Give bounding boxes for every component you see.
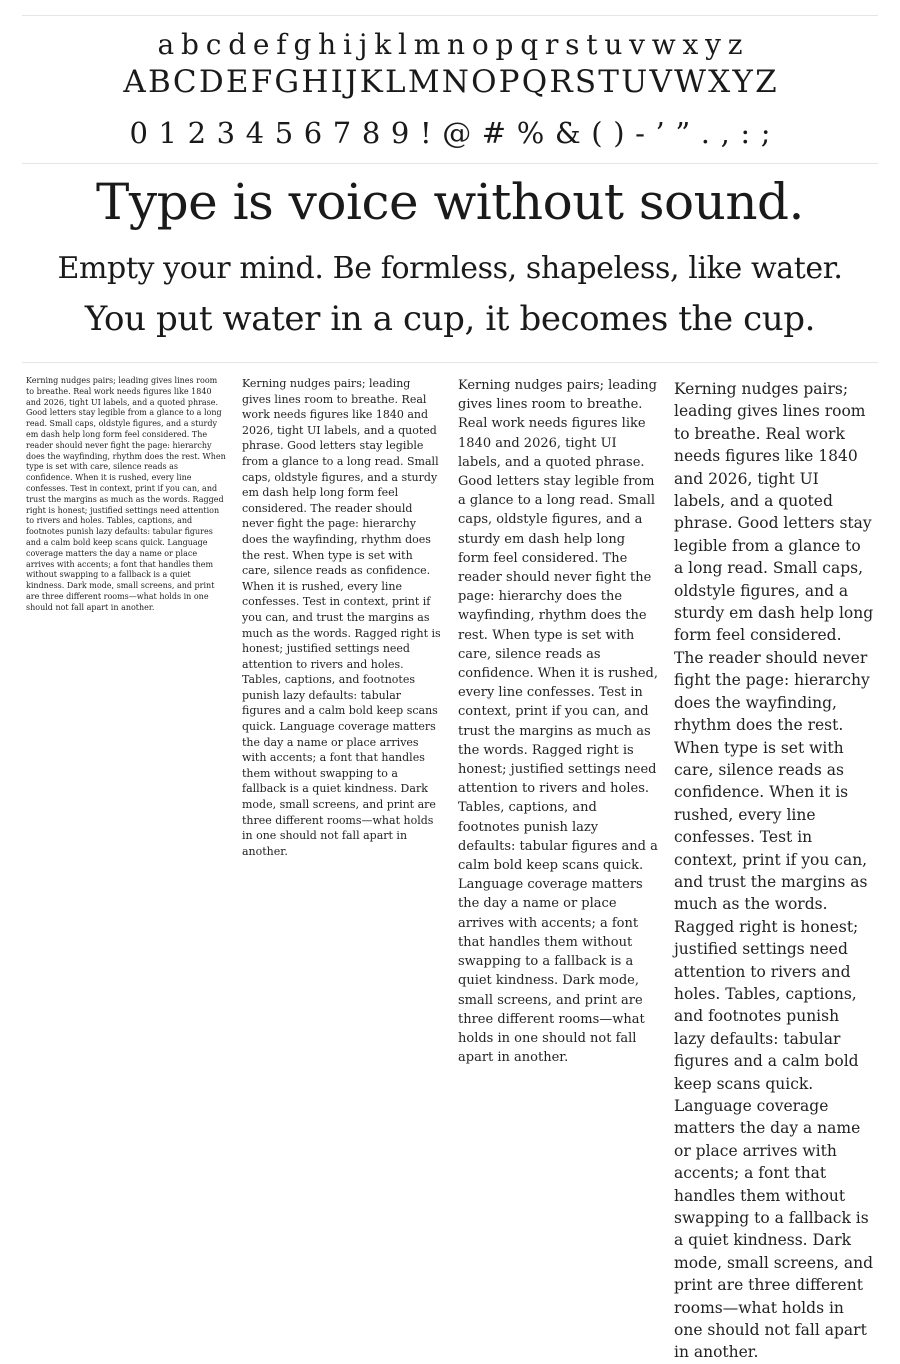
glyph: G [274, 64, 300, 100]
glyph: ; [760, 116, 771, 150]
glyph: ” [675, 116, 691, 150]
glyph: X [708, 64, 731, 100]
glyph: . [700, 116, 710, 150]
glyph: ’ [655, 116, 665, 150]
glyph: y [705, 28, 721, 61]
glyph: q [520, 28, 539, 61]
glyph: u [604, 28, 623, 61]
glyph: B [147, 64, 171, 100]
glyph: R [549, 64, 573, 100]
glyph: N [441, 64, 469, 100]
glyph: s [565, 28, 580, 61]
body-column-large: Kerning nudges pairs; leading gives lines room to breathe. Real work needs figures like 1840 and 2026, tight UI labels, and a quoted phrase. Good letters stay legible from a glance to a long read. Small caps, oldstyle figures, and a sturdy em dash help long form feel considered. The reader should never fight the page: hierarchy does the wayfinding, rhythm does the rest. When type is set with care, silence reads as confidence. When it is rushed, every line confesses. Test in context, print if you can, and trust the margins as much as the words. Ragged right is honest; justified settings need attention to rivers and holes. Tables, captions, and footnotes punish lazy defaults: tabular figures and a calm bold keep scans quick. Language coverage matters the day a name or place arrives with accents; a font that handles them without swapping to a fallback is a quiet kindness. Dark mode, small screens, and print are three different rooms—what holds in one should not fall apart in another. [458, 378, 658, 1066]
glyph: L [385, 64, 406, 100]
glyph: r [544, 28, 559, 61]
glyph: v [629, 28, 645, 61]
glyph: 0 [129, 116, 148, 150]
glyph: 3 [216, 116, 236, 150]
glyph: : [740, 116, 751, 150]
glyph: M [407, 64, 440, 100]
glyph: V [649, 64, 672, 100]
glyph: o [471, 28, 489, 61]
glyph: ( [591, 116, 603, 150]
glyph: d [228, 28, 247, 61]
glyph: 1 [158, 116, 177, 150]
glyph: C [172, 64, 197, 100]
glyph: E [225, 64, 249, 100]
glyph: % [516, 116, 545, 150]
glyph: O [471, 64, 497, 100]
glyph: S [574, 64, 597, 100]
glyph: 6 [303, 116, 323, 150]
glyph: x [682, 28, 699, 61]
glyph: b [181, 28, 199, 61]
display-quote-line-1: Empty your mind. Be formless, shapeless, like water. [57, 251, 843, 286]
glyph: D [198, 64, 224, 100]
glyph: Y [732, 64, 753, 100]
glyph: m [413, 28, 441, 61]
glyph: 2 [187, 116, 207, 150]
uppercase-alphabet-row [0, 64, 900, 100]
glyph: U [621, 64, 648, 100]
glyph: l [397, 28, 407, 61]
glyph: n [447, 28, 466, 61]
glyph: H [301, 64, 329, 100]
top-rule [22, 15, 878, 16]
glyph: - [635, 116, 645, 150]
glyph: z [727, 28, 743, 61]
glyph: # [481, 116, 507, 150]
glyph: A [123, 64, 146, 100]
glyph: 7 [332, 116, 352, 150]
glyph: p [495, 28, 514, 61]
glyph: 9 [390, 116, 410, 150]
glyph: e [252, 28, 270, 61]
glyph: T [598, 64, 619, 100]
glyph: P [498, 64, 520, 100]
glyph: g [293, 28, 312, 61]
glyph: W [674, 64, 706, 100]
body-column-xlarge: Kerning nudges pairs; leading gives lines room to breathe. Real work needs figures like 1840 and 2026, tight UI labels, and a quoted phrase. Good letters stay legible from a glance to a long read. Small caps, oldstyle figures, and a sturdy em dash help long form feel considered. The reader should never fight the page: hierarchy does the wayfinding, rhythm does the rest. When type is set with care, silence reads as confidence. When it is rushed, every line confesses. Test in context, print if you can, and trust the margins as much as the words. Ragged right is honest; justified settings need attention to rivers and holes. Tables, captions, and footnotes punish lazy defaults: tabular figures and a calm bold keep scans quick. Language coverage matters the day a name or place arrives with accents; a font that handles them without swapping to a fallback is a quiet kindness. Dark mode, small screens, and print are three different rooms—what holds in one should not fall apart in another. [674, 380, 874, 1362]
glyph: F [250, 64, 273, 100]
glyph: k [374, 28, 392, 61]
glyph: & [554, 116, 581, 150]
glyph: Q [521, 64, 548, 100]
glyph: Z [755, 64, 777, 100]
glyph: ! [419, 116, 432, 150]
body-column-small: Kerning nudges pairs; leading gives lines room to breathe. Real work needs figures like 1840 and 2026, tight UI labels, and a quoted phrase. Good letters stay legible from a glance to a long read. Small caps, oldstyle figures, and a sturdy em dash help long form feel considered. The reader should never fight the page: hierarchy does the wayfinding, rhythm does the rest. When type is set with care, silence reads as confidence. When it is rushed, every line confesses. Test in context, print if you can, and trust the margins as much as the words. Ragged right is honest; justified settings need attention to rivers and holes. Tables, captions, and footnotes punish lazy defaults: tabular figures and a calm bold keep scans quick. Language coverage matters the day a name or place arrives with accents; a font that handles them without swapping to a fallback is a quiet kindness. Dark mode, small screens, and print are three different rooms—what holds in one should not fall apart in another. [26, 376, 226, 612]
glyph: 8 [361, 116, 381, 150]
glyph: c [205, 28, 222, 61]
glyph: h [318, 28, 337, 61]
glyph: w [651, 28, 676, 61]
glyph: j [358, 28, 368, 61]
glyph: f [276, 28, 287, 61]
glyph: 4 [245, 116, 265, 150]
display-divider [22, 362, 878, 363]
glyph: @ [442, 116, 472, 150]
specimen-divider [22, 163, 878, 164]
body-column-medium: Kerning nudges pairs; leading gives lines room to breathe. Real work needs figures like 1840 and 2026, tight UI labels, and a quoted phrase. Good letters stay legible from a glance to a long read. Small caps, oldstyle figures, and a sturdy em dash help long form feel considered. The reader should never fight the page: hierarchy does the wayfinding, rhythm does the rest. When type is set with care, silence reads as confidence. When it is rushed, every line confesses. Test in context, print if you can, and trust the margins as much as the words. Ragged right is honest; justified settings need attention to rivers and holes. Tables, captions, and footnotes punish lazy defaults: tabular figures and a calm bold keep scans quick. Language coverage matters the day a name or place arrives with accents; a font that handles them without swapping to a fallback is a quiet kindness. Dark mode, small screens, and print are three different rooms—what holds in one should not fall apart in another. [242, 377, 441, 858]
display-quote-line-2: You put water in a cup, it becomes the cup. [84, 299, 816, 339]
glyph: J [345, 64, 358, 100]
display-headline: Type is voice without sound. [96, 173, 804, 231]
glyph: a [157, 28, 175, 61]
glyph: 5 [274, 116, 294, 150]
lowercase-alphabet-row [0, 28, 900, 61]
glyph: i [342, 28, 352, 61]
glyph: I [330, 64, 343, 100]
figures-punctuation-row [0, 116, 900, 150]
glyph: t [586, 28, 598, 61]
glyph: ) [613, 116, 625, 150]
glyph: K [359, 64, 383, 100]
glyph: , [720, 116, 730, 150]
